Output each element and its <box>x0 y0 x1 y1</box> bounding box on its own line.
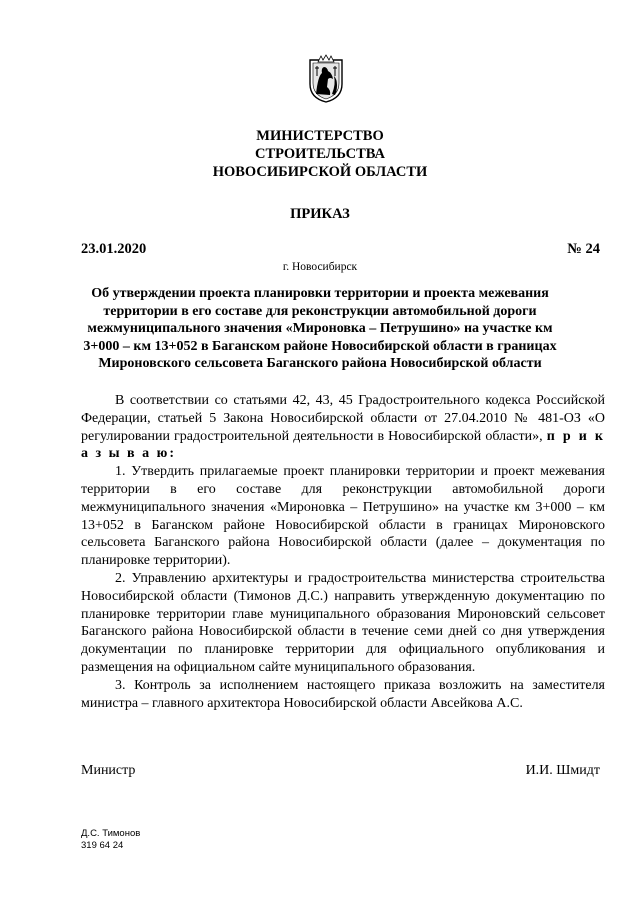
signer-title: Министр <box>81 763 136 778</box>
signer-name: И.И. Шмидт <box>525 763 600 778</box>
executor-info <box>81 828 140 852</box>
ministry-line: СТРОИТЕЛЬСТВА <box>254 146 386 162</box>
order-item: 1. Утвердить прилагаемые проект планировки территории и проект межевания территории в его составе для реконструкции автомобильной дороги межмуниципального значения «Мироновка – Петрушино» на участке км 3+000 – км 13+052 в Баганском районе Новосибирской области в границах Мироновского сельсовета Баганского района Новосибирской области (далее – документация по планировке территории). <box>81 464 605 569</box>
preamble-paragraph <box>81 392 605 463</box>
order-item: 2. Управлению архитектуры и градостроительства министерства строительства Новосибирской области (Тимонов Д.С.) направить утвержденную документацию по планировке территории главе муниципального образования Мироновский сельсовет Баганского района Новосибирской области в течение семи дней со дня утверждения документации по планировке территории для официального опубликования и размещения на официальном сайте муниципального образования. <box>81 570 605 675</box>
order-item: 3. Контроль за исполнением настоящего приказа возложить на заместителя министра – главного архитектора Новосибирской области Авсейкова А.С. <box>81 677 605 711</box>
executor-name: Д.С. Тимонов <box>81 828 141 839</box>
ministry-name <box>0 127 640 181</box>
coat-of-arms-icon <box>306 54 346 104</box>
order-word: п р и к а з ы в а ю: <box>81 428 605 462</box>
document-date: 23.01.2020 <box>81 241 147 257</box>
document-number: № 24 <box>567 241 600 257</box>
ministry-line: НОВОСИБИРСКОЙ ОБЛАСТИ <box>212 164 428 180</box>
document-body <box>81 392 605 712</box>
document-subject: Об утверждении проекта планировки территории и проекта межевания территории в его составе для реконструкции автомобильной дороги межмуниципального значения «Мироновка – Петрушино» на участке км 3+000 – км 13+052 в Баганском районе Новосибирской области в границах Мироновского сельсовета Баганского района Новосибирской области <box>83 286 557 371</box>
executor-phone: 319 64 24 <box>81 840 124 851</box>
preamble-text: В соответствии со статьями 42, 43, 45 Градостроительного кодекса Российской Федерации, статьей 5 Закона Новосибирской области от 27.04.2010 № 481-ОЗ «О регулировании градостроительной деятельности в Новосибирской области», <box>81 393 605 444</box>
ministry-line: МИНИСТЕРСТВО <box>256 128 384 144</box>
document-city: г. Новосибирск <box>282 261 358 273</box>
document-type: ПРИКАЗ <box>290 206 350 222</box>
